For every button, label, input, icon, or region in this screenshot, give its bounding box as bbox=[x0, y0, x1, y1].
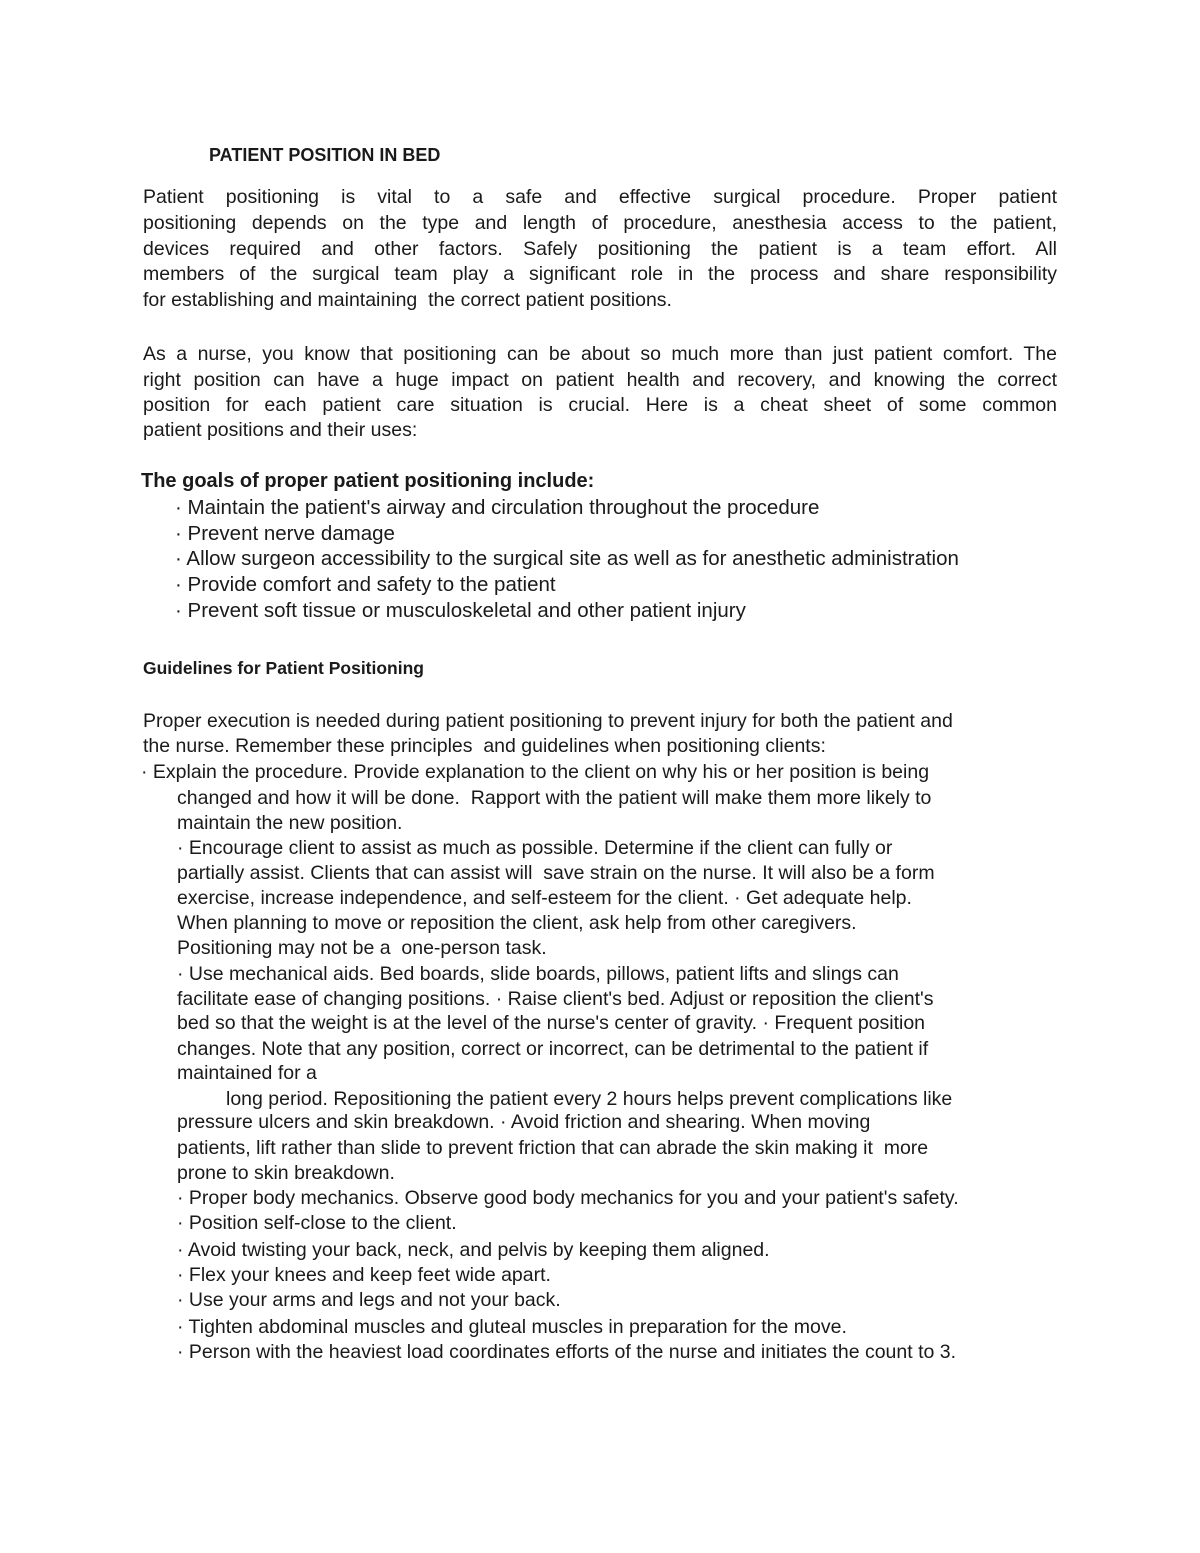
guideline-line: changes. Note that any position, correct or incorrect, can be detrimental to the patient if bbox=[177, 1038, 929, 1060]
guideline-line: · Use mechanical aids. Bed boards, slide boards, pillows, patient lifts and slings can bbox=[177, 963, 899, 985]
guideline-line: bed so that the weight is at the level of the nurse's center of gravity. · Frequent position bbox=[177, 1012, 926, 1034]
guideline-line: · Flex your knees and keep feet wide apart. bbox=[177, 1264, 551, 1286]
guideline-line: · Use your arms and legs and not your back. bbox=[177, 1289, 561, 1311]
paragraph-line: the nurse. Remember these principles and guidelines when positioning clients: bbox=[143, 735, 826, 757]
guideline-line: · Explain the procedure. Provide explanation to the client on why his or her position is being bbox=[141, 761, 930, 783]
paragraph-line: members of the surgical team play a significant role in the process and share responsibility bbox=[143, 263, 1057, 285]
guideline-line: long period. Repositioning the patient every 2 hours helps prevent complications like bbox=[226, 1088, 953, 1110]
goal-list-item: · Provide comfort and safety to the patient bbox=[175, 573, 556, 596]
guideline-line: · Person with the heaviest load coordinates efforts of the nurse and initiates the count to 3. bbox=[177, 1341, 957, 1363]
guideline-line: Positioning may not be a one-person task. bbox=[177, 937, 547, 959]
guideline-line: changed and how it will be done. Rapport with the patient will make them more likely to bbox=[177, 787, 932, 809]
paragraph-line: Proper execution is needed during patient positioning to prevent injury for both the patient and bbox=[143, 710, 953, 732]
guideline-line: patients, lift rather than slide to prevent friction that can abrade the skin making it more bbox=[177, 1137, 929, 1159]
guideline-line: · Encourage client to assist as much as possible. Determine if the client can fully or bbox=[177, 837, 893, 859]
section-heading-guidelines: Guidelines for Patient Positioning bbox=[143, 658, 424, 678]
paragraph-line: position for each patient care situation is crucial. Here is a cheat sheet of some common bbox=[143, 394, 1057, 416]
goal-list-item: · Prevent nerve damage bbox=[175, 522, 395, 545]
guideline-line: maintain the new position. bbox=[177, 812, 403, 834]
paragraph-line: for establishing and maintaining the correct patient positions. bbox=[143, 289, 672, 311]
guideline-line: · Tighten abdominal muscles and gluteal muscles in preparation for the move. bbox=[177, 1316, 847, 1338]
paragraph-line: right position can have a huge impact on patient health and recovery, and knowing the correct bbox=[143, 369, 1057, 391]
goal-list-item: · Maintain the patient's airway and circulation throughout the procedure bbox=[175, 496, 820, 519]
guideline-line: exercise, increase independence, and self-esteem for the client. · Get adequate help. bbox=[177, 887, 912, 909]
guideline-line: · Position self-close to the client. bbox=[177, 1212, 457, 1234]
guideline-line: prone to skin breakdown. bbox=[177, 1162, 395, 1184]
paragraph-line: Patient positioning is vital to a safe and effective surgical procedure. Proper patient bbox=[143, 186, 1057, 208]
paragraph-line: devices required and other factors. Safely positioning the patient is a team effort. All bbox=[143, 238, 1057, 260]
paragraph-line: patient positions and their uses: bbox=[143, 419, 418, 441]
guideline-line: partially assist. Clients that can assist will save strain on the nurse. It will also be a form bbox=[177, 862, 935, 884]
guideline-line: maintained for a bbox=[177, 1062, 317, 1084]
guideline-line: · Avoid twisting your back, neck, and pelvis by keeping them aligned. bbox=[177, 1239, 770, 1261]
goal-list-item: · Allow surgeon accessibility to the surgical site as well as for anesthetic administration bbox=[175, 547, 959, 570]
guideline-line: facilitate ease of changing positions. · Raise client's bed. Adjust or reposition the client's bbox=[177, 988, 934, 1010]
guideline-line: · Proper body mechanics. Observe good body mechanics for you and your patient's safety. bbox=[177, 1187, 959, 1209]
paragraph-line: As a nurse, you know that positioning can be about so much more than just patient comfort. The bbox=[143, 343, 1057, 365]
paragraph-line: positioning depends on the type and length of procedure, anesthesia access to the patient, bbox=[143, 212, 1057, 234]
guideline-line: pressure ulcers and skin breakdown. · Avoid friction and shearing. When moving bbox=[177, 1111, 871, 1133]
goal-list-item: · Prevent soft tissue or musculoskeletal and other patient injury bbox=[175, 599, 746, 622]
guideline-line: When planning to move or reposition the client, ask help from other caregivers. bbox=[177, 912, 857, 934]
document-title: PATIENT POSITION IN BED bbox=[209, 145, 441, 165]
section-heading-goals: The goals of proper patient positioning include: bbox=[141, 470, 595, 492]
